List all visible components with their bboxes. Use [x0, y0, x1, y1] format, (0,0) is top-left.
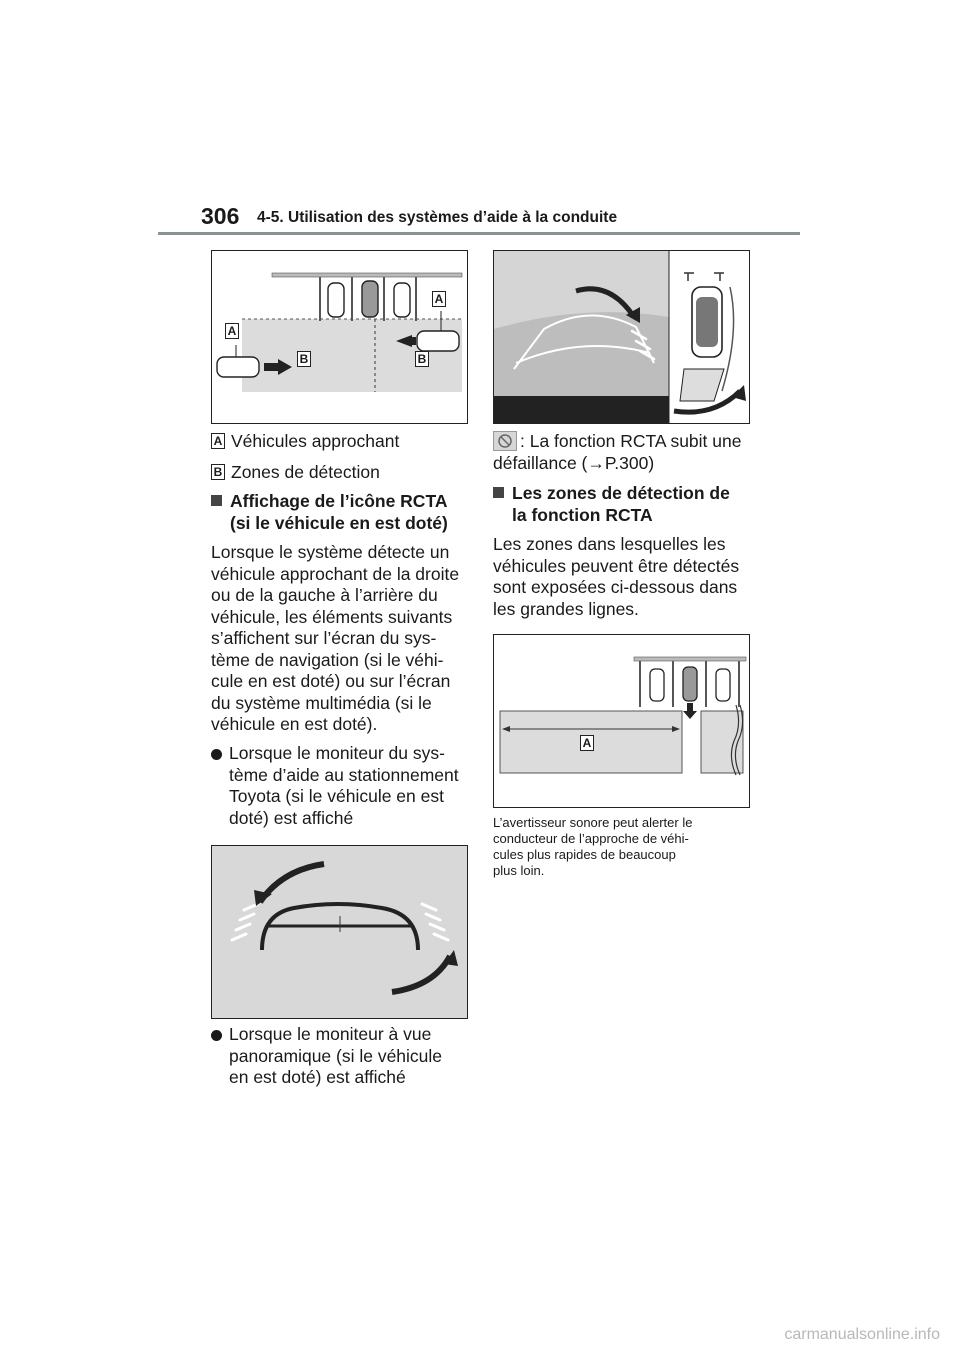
- legend-a-text: Véhicules approchant: [231, 431, 400, 451]
- text-line: plus loin.: [493, 863, 545, 878]
- text-line: les grandes lignes.: [493, 598, 639, 619]
- text-line: tème d’aide au stationnement: [229, 764, 459, 785]
- text-line: véhicules peuvent être détectés: [493, 555, 740, 576]
- text-line: panoramique (si le véhicule: [229, 1045, 443, 1066]
- text-line: défaillance (→P.300): [493, 452, 655, 473]
- bullet-icon: [211, 749, 222, 760]
- heading-line: (si le véhicule en est doté): [230, 512, 448, 533]
- text-line: L’avertisseur sonore peut alerter le: [493, 815, 693, 830]
- text-line: Lorsque le système détecte un: [211, 542, 450, 562]
- text-line: véhicule approchant de la droite: [211, 563, 460, 584]
- text-line: sont exposées ci-dessous dans: [493, 577, 738, 597]
- text-line: cules plus rapides de beaucoup: [493, 847, 676, 862]
- text-line: Les zones dans lesquelles les: [493, 534, 726, 554]
- heading-line: la fonction RCTA: [512, 504, 653, 525]
- legend-b-letter: B: [211, 464, 225, 480]
- paragraph-detection-zones: [493, 534, 758, 620]
- legend-b-text: Zones de détection: [231, 462, 380, 482]
- bullet-icon: [211, 1030, 222, 1041]
- bullet-parking-assist: [211, 743, 476, 829]
- detection-range-diagram: [493, 634, 750, 808]
- label-a: A: [225, 323, 239, 339]
- section-title: 4-5. Utilisation des systèmes d’aide à la conduite: [257, 209, 618, 226]
- text-line: ou de la gauche à l’arrière du: [211, 585, 438, 605]
- legend-a: [211, 431, 399, 453]
- label-a: A: [432, 291, 446, 307]
- text-line: conducteur de l’approche de véhi-: [493, 831, 689, 846]
- text-line: Lorsque le moniteur à vue: [229, 1024, 432, 1044]
- text-line: en est doté) est affiché: [229, 1067, 406, 1087]
- parking-assist-screen-figure: [211, 845, 468, 1019]
- panoramic-view-figure: [493, 250, 750, 424]
- bullet-panoramic: [211, 1024, 476, 1089]
- label-b: B: [297, 351, 311, 367]
- text-line: du système multimédia (si le: [211, 692, 432, 713]
- text-line: Toyota (si le véhicule en est: [229, 786, 444, 806]
- heading-detection-zones: [493, 483, 758, 526]
- label-a: A: [580, 735, 594, 751]
- heading-rcta-icon: [211, 491, 471, 534]
- detection-zone-diagram: [211, 250, 468, 424]
- note-text: [493, 815, 758, 879]
- text-line: Lorsque le moniteur du sys-: [229, 743, 445, 763]
- page-number: 306: [201, 203, 240, 229]
- text-line: : La fonction RCTA subit une: [520, 431, 742, 451]
- malfunction-text: [493, 431, 758, 474]
- legend-b: [211, 462, 380, 484]
- heading-line: Les zones de détection de: [512, 483, 730, 503]
- heading-square-icon: [211, 495, 222, 506]
- footer-watermark: carmanualsonline.info: [784, 1326, 940, 1343]
- text-line: véhicule, les éléments suivants: [211, 606, 453, 627]
- label-b: B: [415, 351, 429, 367]
- header-rule: [158, 232, 800, 235]
- legend-a-letter: A: [211, 433, 225, 449]
- text-line: tème de navigation (si le véhi-: [211, 649, 444, 670]
- heading-square-icon: [493, 487, 504, 498]
- text-line: véhicule en est doté).: [211, 714, 378, 734]
- text-line: cule en est doté) ou sur l’écran: [211, 671, 451, 691]
- heading-line: Affichage de l’icône RCTA: [230, 491, 448, 511]
- text-line: s’affichent sur l’écran du sys-: [211, 628, 437, 648]
- paragraph-rcta-display: [211, 542, 476, 736]
- text-line: doté) est affiché: [229, 807, 354, 828]
